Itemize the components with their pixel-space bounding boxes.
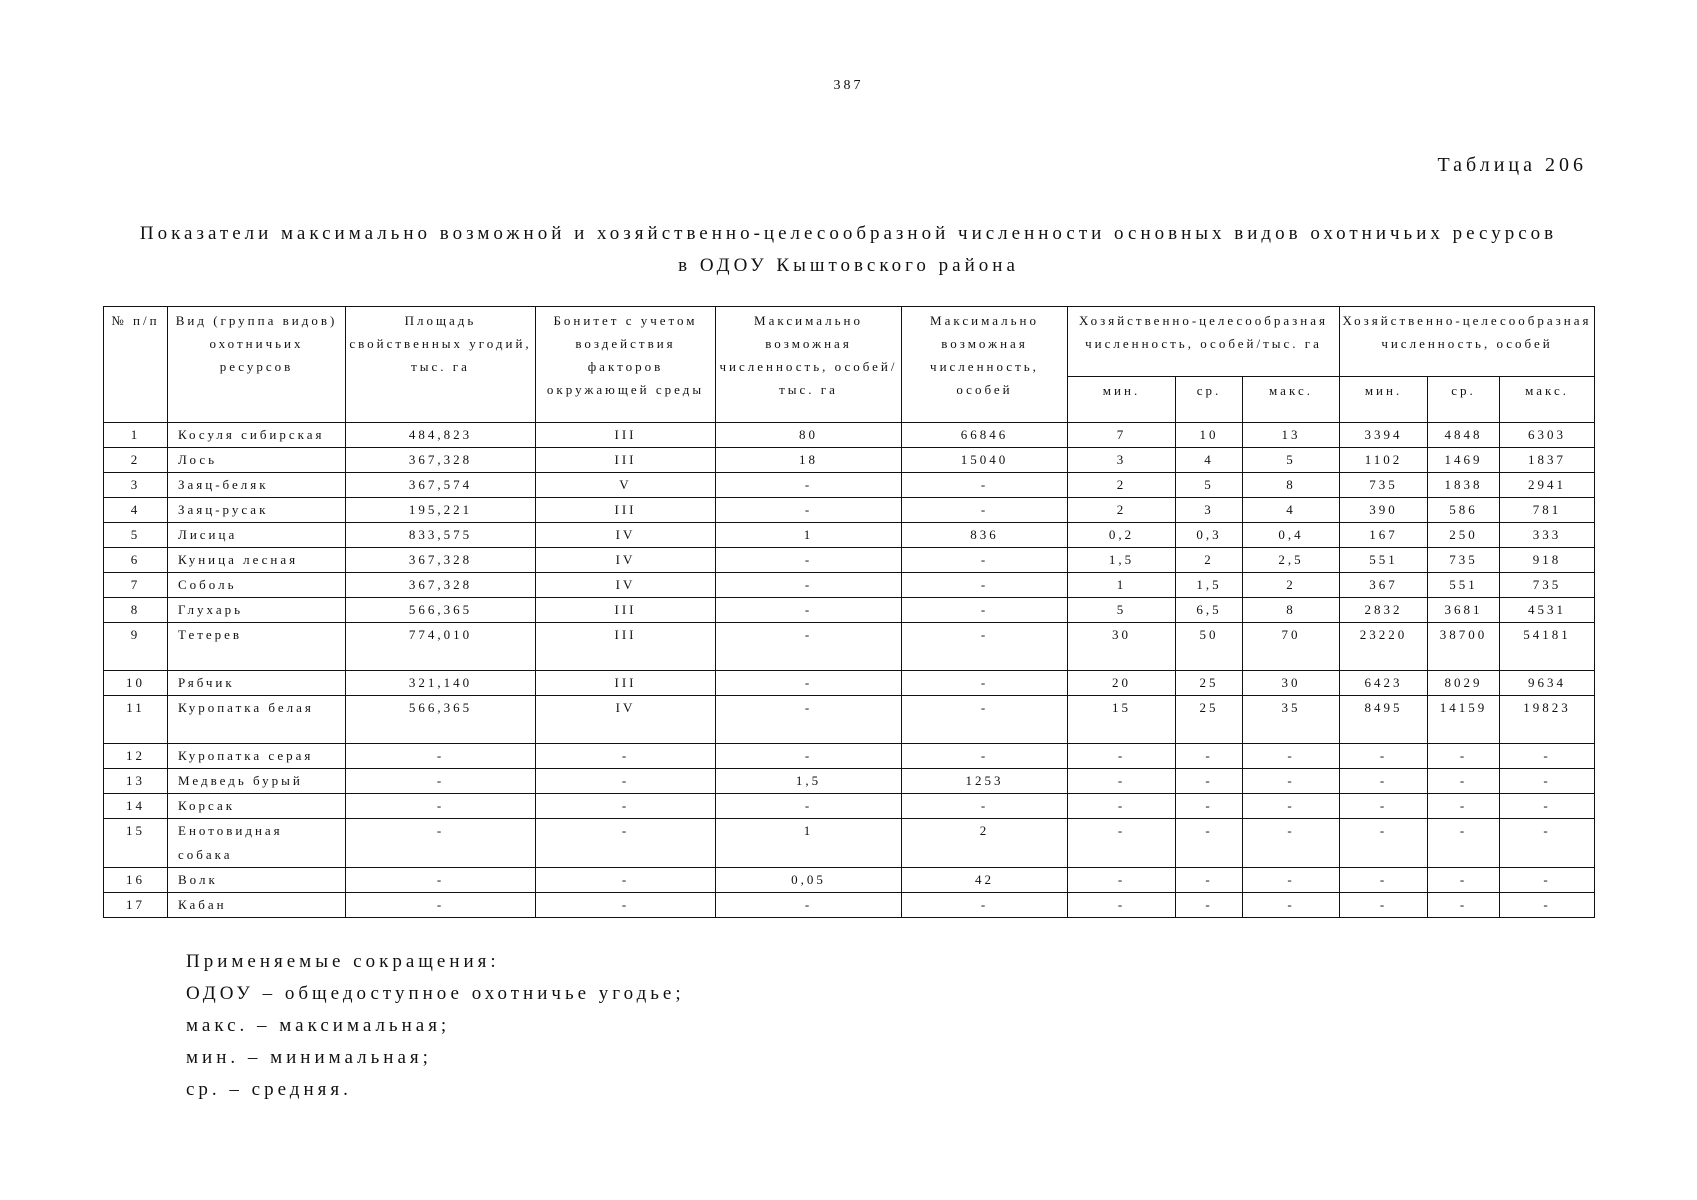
table-label: Таблица 206 <box>1437 154 1587 176</box>
header-max-density: Максимально возможная численность, особей/тыс. га <box>716 307 902 423</box>
density-max: 70 <box>1243 623 1340 671</box>
count-min: - <box>1340 744 1428 769</box>
count-min: 8495 <box>1340 696 1428 744</box>
bonitet-value: IV <box>536 548 716 573</box>
header-count-avg: ср. <box>1428 377 1500 423</box>
count-max: - <box>1500 893 1595 918</box>
count-min: - <box>1340 868 1428 893</box>
row-number: 11 <box>104 696 168 744</box>
density-avg: - <box>1176 794 1243 819</box>
density-max: 0,4 <box>1243 523 1340 548</box>
species-name: Волк <box>168 868 346 893</box>
max-density-value: 80 <box>716 423 902 448</box>
header-area: Площадь свойственных угодий, тыс. га <box>346 307 536 423</box>
count-min: 2832 <box>1340 598 1428 623</box>
count-min: 367 <box>1340 573 1428 598</box>
count-max: - <box>1500 769 1595 794</box>
max-density-value: - <box>716 473 902 498</box>
bonitet-value: - <box>536 794 716 819</box>
density-max: 8 <box>1243 473 1340 498</box>
density-max: 8 <box>1243 598 1340 623</box>
density-avg: 1,5 <box>1176 573 1243 598</box>
density-max: 35 <box>1243 696 1340 744</box>
count-avg: 8029 <box>1428 671 1500 696</box>
header-eco-density: Хозяйственно-целесообразная численность, особей/тыс. га <box>1068 307 1340 377</box>
count-min: 6423 <box>1340 671 1428 696</box>
header-density-max: макс. <box>1243 377 1340 423</box>
count-min: - <box>1340 893 1428 918</box>
row-number: 2 <box>104 448 168 473</box>
row-number: 5 <box>104 523 168 548</box>
count-avg: - <box>1428 794 1500 819</box>
max-density-value: - <box>716 696 902 744</box>
max-density-value: 1 <box>716 819 902 868</box>
table-row <box>104 696 1595 744</box>
header-count-max: макс. <box>1500 377 1595 423</box>
area-value: 367,328 <box>346 573 536 598</box>
count-max: 6303 <box>1500 423 1595 448</box>
density-avg: 6,5 <box>1176 598 1243 623</box>
bonitet-value: III <box>536 671 716 696</box>
max-density-value: - <box>716 623 902 671</box>
species-name: Заяц-беляк <box>168 473 346 498</box>
species-name: Лось <box>168 448 346 473</box>
density-min: - <box>1068 744 1176 769</box>
density-max: - <box>1243 744 1340 769</box>
bonitet-value: V <box>536 473 716 498</box>
max-count-value: 42 <box>902 868 1068 893</box>
bonitet-value: - <box>536 893 716 918</box>
abbreviations-notes <box>186 946 685 1106</box>
area-value: - <box>346 819 536 868</box>
species-name: Куропатка серая <box>168 744 346 769</box>
table-row <box>104 744 1595 769</box>
density-avg: 25 <box>1176 671 1243 696</box>
table-row <box>104 523 1595 548</box>
species-name: Куница лесная <box>168 548 346 573</box>
max-density-value: 1,5 <box>716 769 902 794</box>
bonitet-value: - <box>536 868 716 893</box>
density-min: 15 <box>1068 696 1176 744</box>
area-value: - <box>346 769 536 794</box>
density-max: - <box>1243 794 1340 819</box>
table-row <box>104 623 1595 671</box>
density-max: 2,5 <box>1243 548 1340 573</box>
bonitet-value: III <box>536 423 716 448</box>
count-min: 23220 <box>1340 623 1428 671</box>
species-name: Косуля сибирская <box>168 423 346 448</box>
header-density-min: мин. <box>1068 377 1176 423</box>
species-name: Медведь бурый <box>168 769 346 794</box>
max-count-value: - <box>902 744 1068 769</box>
count-avg: - <box>1428 744 1500 769</box>
area-value: 195,221 <box>346 498 536 523</box>
density-min: 5 <box>1068 598 1176 623</box>
table-body <box>104 423 1595 918</box>
header-eco-count: Хозяйственно-целесообразная численность, особей <box>1340 307 1595 377</box>
row-number: 17 <box>104 893 168 918</box>
count-avg: 4848 <box>1428 423 1500 448</box>
row-number: 9 <box>104 623 168 671</box>
max-density-value: - <box>716 893 902 918</box>
note-item: ср. – средняя. <box>186 1079 352 1100</box>
count-avg: 250 <box>1428 523 1500 548</box>
row-number: 6 <box>104 548 168 573</box>
header-bonitet: Бонитет с учетом воздействия факторов окружающей среды <box>536 307 716 423</box>
max-count-value: - <box>902 498 1068 523</box>
density-avg: 4 <box>1176 448 1243 473</box>
area-value: 774,010 <box>346 623 536 671</box>
area-value: 833,575 <box>346 523 536 548</box>
count-avg: 735 <box>1428 548 1500 573</box>
max-density-value: - <box>716 794 902 819</box>
density-max: 4 <box>1243 498 1340 523</box>
count-min: 390 <box>1340 498 1428 523</box>
density-min: 0,2 <box>1068 523 1176 548</box>
table-title-line-1: Показатели максимально возможной и хозяйственно-целесообразной численности основных видов охотничьих ресурсов <box>139 223 1558 244</box>
count-avg: 551 <box>1428 573 1500 598</box>
max-density-value: - <box>716 498 902 523</box>
max-density-value: 1 <box>716 523 902 548</box>
max-count-value: - <box>902 696 1068 744</box>
max-count-value: - <box>902 794 1068 819</box>
species-name: Лисица <box>168 523 346 548</box>
count-avg: - <box>1428 819 1500 868</box>
max-count-value: 66846 <box>902 423 1068 448</box>
count-max: 2941 <box>1500 473 1595 498</box>
count-max: 918 <box>1500 548 1595 573</box>
row-number: 8 <box>104 598 168 623</box>
row-number: 14 <box>104 794 168 819</box>
density-avg: - <box>1176 744 1243 769</box>
count-max: 735 <box>1500 573 1595 598</box>
species-name: Кабан <box>168 893 346 918</box>
count-min: 551 <box>1340 548 1428 573</box>
count-avg: - <box>1428 868 1500 893</box>
area-value: - <box>346 744 536 769</box>
count-max: 9634 <box>1500 671 1595 696</box>
max-count-value: 2 <box>902 819 1068 868</box>
count-min: 3394 <box>1340 423 1428 448</box>
count-max: - <box>1500 794 1595 819</box>
count-avg: 1469 <box>1428 448 1500 473</box>
density-avg: 3 <box>1176 498 1243 523</box>
header-num: № п/п <box>104 307 168 423</box>
bonitet-value: - <box>536 819 716 868</box>
bonitet-value: IV <box>536 696 716 744</box>
bonitet-value: IV <box>536 573 716 598</box>
bonitet-value: - <box>536 744 716 769</box>
max-count-value: 15040 <box>902 448 1068 473</box>
count-max: - <box>1500 868 1595 893</box>
count-min: 167 <box>1340 523 1428 548</box>
species-name: Енотовидная собака <box>168 819 346 868</box>
count-avg: 586 <box>1428 498 1500 523</box>
density-max: - <box>1243 893 1340 918</box>
table-row <box>104 794 1595 819</box>
area-value: 484,823 <box>346 423 536 448</box>
count-max: 4531 <box>1500 598 1595 623</box>
row-number: 7 <box>104 573 168 598</box>
count-min: - <box>1340 769 1428 794</box>
max-count-value: - <box>902 548 1068 573</box>
count-max: 54181 <box>1500 623 1595 671</box>
table-title <box>0 218 1697 282</box>
density-max: 30 <box>1243 671 1340 696</box>
table-row <box>104 598 1595 623</box>
area-value: - <box>346 893 536 918</box>
max-count-value: - <box>902 671 1068 696</box>
bonitet-value: III <box>536 623 716 671</box>
bonitet-value: III <box>536 598 716 623</box>
density-min: - <box>1068 893 1176 918</box>
species-name: Глухарь <box>168 598 346 623</box>
area-value: 566,365 <box>346 598 536 623</box>
species-name: Куропатка белая <box>168 696 346 744</box>
max-density-value: - <box>716 671 902 696</box>
max-density-value: - <box>716 744 902 769</box>
density-avg: 0,3 <box>1176 523 1243 548</box>
density-max: - <box>1243 868 1340 893</box>
max-count-value: 836 <box>902 523 1068 548</box>
table-row <box>104 819 1595 868</box>
table-row <box>104 548 1595 573</box>
density-avg: - <box>1176 819 1243 868</box>
table-row <box>104 573 1595 598</box>
row-number: 15 <box>104 819 168 868</box>
count-max: 781 <box>1500 498 1595 523</box>
density-min: 7 <box>1068 423 1176 448</box>
density-min: 1,5 <box>1068 548 1176 573</box>
max-count-value: - <box>902 893 1068 918</box>
count-min: 735 <box>1340 473 1428 498</box>
count-avg: 38700 <box>1428 623 1500 671</box>
table-title-line-2: в ОДОУ Кыштовского района <box>678 255 1019 276</box>
density-max: - <box>1243 819 1340 868</box>
header-density-avg: ср. <box>1176 377 1243 423</box>
row-number: 12 <box>104 744 168 769</box>
header-count-min: мин. <box>1340 377 1428 423</box>
count-min: - <box>1340 794 1428 819</box>
density-max: 13 <box>1243 423 1340 448</box>
note-item: ОДОУ – общедоступное охотничье угодье; <box>186 983 685 1004</box>
table-row <box>104 498 1595 523</box>
species-name: Рябчик <box>168 671 346 696</box>
density-min: - <box>1068 769 1176 794</box>
max-count-value: - <box>902 623 1068 671</box>
density-avg: 50 <box>1176 623 1243 671</box>
count-avg: 1838 <box>1428 473 1500 498</box>
density-avg: - <box>1176 868 1243 893</box>
area-value: 321,140 <box>346 671 536 696</box>
page-number: 387 <box>833 78 864 93</box>
count-max: 19823 <box>1500 696 1595 744</box>
header-species: Вид (группа видов) охотничьих ресурсов <box>168 307 346 423</box>
area-value: 367,328 <box>346 548 536 573</box>
density-avg: - <box>1176 769 1243 794</box>
area-value: - <box>346 868 536 893</box>
count-min: - <box>1340 819 1428 868</box>
species-name: Заяц-русак <box>168 498 346 523</box>
table-row <box>104 769 1595 794</box>
bonitet-value: III <box>536 448 716 473</box>
density-avg: 25 <box>1176 696 1243 744</box>
header-max-count: Максимально возможная численность, особей <box>902 307 1068 423</box>
count-max: - <box>1500 744 1595 769</box>
max-count-value: 1253 <box>902 769 1068 794</box>
density-min: 3 <box>1068 448 1176 473</box>
table-row <box>104 671 1595 696</box>
row-number: 1 <box>104 423 168 448</box>
density-avg: 10 <box>1176 423 1243 448</box>
bonitet-value: III <box>536 498 716 523</box>
max-count-value: - <box>902 473 1068 498</box>
row-number: 13 <box>104 769 168 794</box>
density-max: - <box>1243 769 1340 794</box>
area-value: 566,365 <box>346 696 536 744</box>
max-density-value: 18 <box>716 448 902 473</box>
density-avg: 5 <box>1176 473 1243 498</box>
max-density-value: 0,05 <box>716 868 902 893</box>
species-name: Соболь <box>168 573 346 598</box>
table-header <box>104 307 1595 423</box>
max-count-value: - <box>902 598 1068 623</box>
count-avg: 3681 <box>1428 598 1500 623</box>
density-min: - <box>1068 794 1176 819</box>
note-item: мин. – минимальная; <box>186 1047 432 1068</box>
max-count-value: - <box>902 573 1068 598</box>
area-value: 367,574 <box>346 473 536 498</box>
count-avg: 14159 <box>1428 696 1500 744</box>
area-value: - <box>346 794 536 819</box>
table-row <box>104 868 1595 893</box>
density-min: - <box>1068 819 1176 868</box>
notes-heading: Применяемые сокращения: <box>186 951 500 972</box>
row-number: 10 <box>104 671 168 696</box>
density-min: 2 <box>1068 473 1176 498</box>
table-row <box>104 423 1595 448</box>
count-avg: - <box>1428 769 1500 794</box>
bonitet-value: IV <box>536 523 716 548</box>
count-avg: - <box>1428 893 1500 918</box>
density-min: 1 <box>1068 573 1176 598</box>
count-min: 1102 <box>1340 448 1428 473</box>
species-table <box>103 306 1595 918</box>
max-density-value: - <box>716 598 902 623</box>
count-max: 333 <box>1500 523 1595 548</box>
table-row <box>104 893 1595 918</box>
density-min: - <box>1068 868 1176 893</box>
density-max: 2 <box>1243 573 1340 598</box>
density-min: 2 <box>1068 498 1176 523</box>
table-row <box>104 448 1595 473</box>
density-max: 5 <box>1243 448 1340 473</box>
species-name: Тетерев <box>168 623 346 671</box>
max-density-value: - <box>716 573 902 598</box>
density-avg: - <box>1176 893 1243 918</box>
area-value: 367,328 <box>346 448 536 473</box>
table-row <box>104 473 1595 498</box>
row-number: 16 <box>104 868 168 893</box>
count-max: 1837 <box>1500 448 1595 473</box>
max-density-value: - <box>716 548 902 573</box>
row-number: 3 <box>104 473 168 498</box>
density-min: 20 <box>1068 671 1176 696</box>
count-max: - <box>1500 819 1595 868</box>
density-min: 30 <box>1068 623 1176 671</box>
note-item: макс. – максимальная; <box>186 1015 451 1036</box>
species-name: Корсак <box>168 794 346 819</box>
row-number: 4 <box>104 498 168 523</box>
bonitet-value: - <box>536 769 716 794</box>
density-avg: 2 <box>1176 548 1243 573</box>
